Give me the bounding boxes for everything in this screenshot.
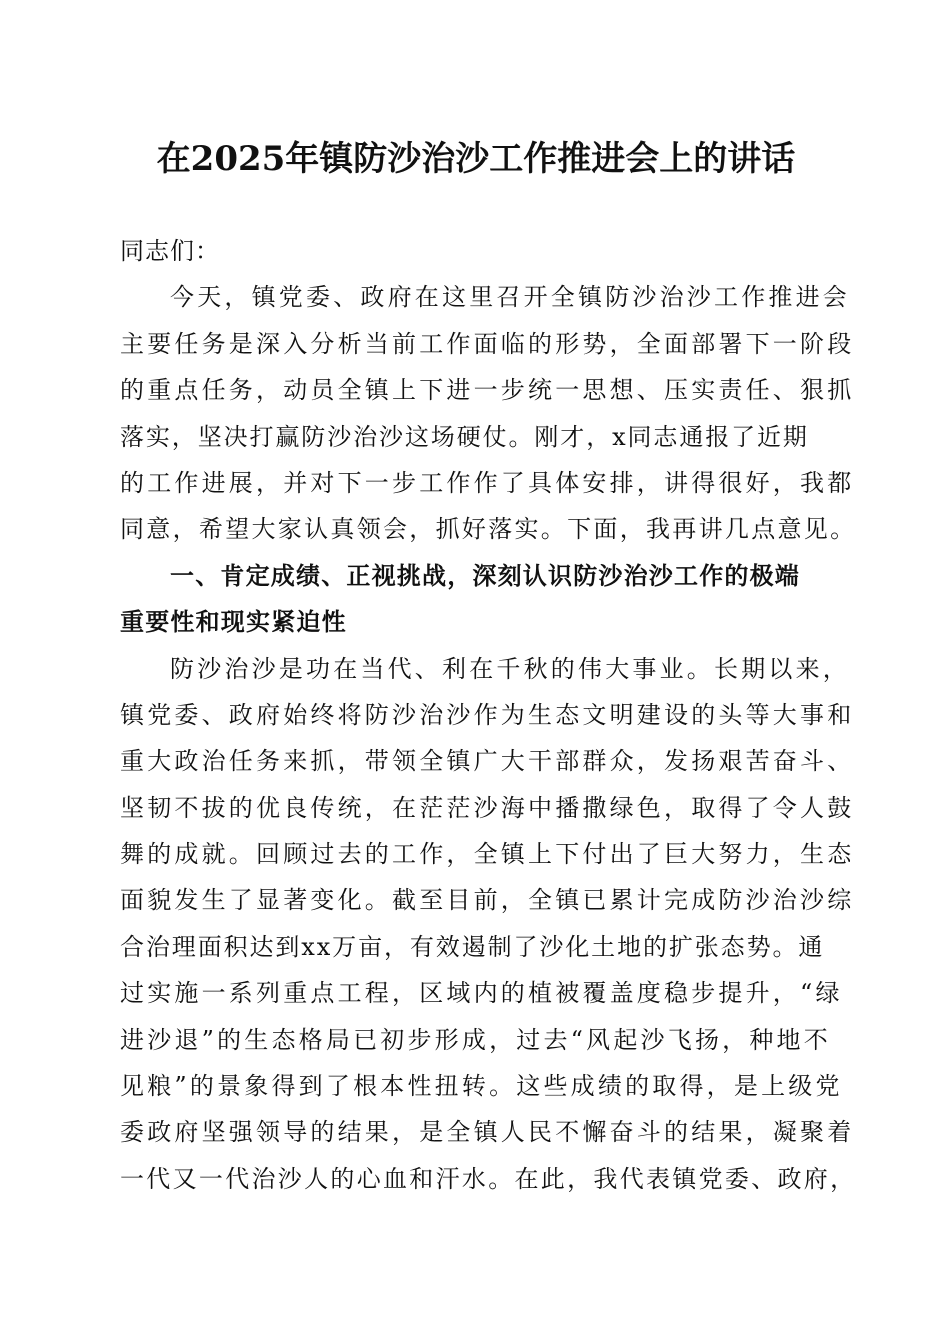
paragraph-line: 主要任务是深入分析当前工作面临的形势，全面部署下一阶段 xyxy=(120,329,855,358)
paragraph-line: 的重点任务，动员全镇上下进一步统一思想、压实责任、狠抓 xyxy=(120,376,855,405)
document-title: 在2025年镇防沙治沙工作推进会上的讲话 xyxy=(156,139,796,179)
paragraph-line: 面貌发生了显著变化。截至目前，全镇已累计完成防沙治沙综 xyxy=(120,886,855,915)
section-heading-line: 重要性和现实紧迫性 xyxy=(120,608,347,637)
paragraph-line: 落实，坚决打赢防沙治沙这场硬仗。刚才，x同志通报了近期 xyxy=(120,422,809,451)
paragraph-line: 委政府坚强领导的结果，是全镇人民不懈奋斗的结果，凝聚着 xyxy=(120,1118,855,1147)
paragraph-line: 一代又一代治沙人的心血和汗水。在此，我代表镇党委、政府， xyxy=(120,1164,857,1193)
paragraph-intro xyxy=(120,274,857,552)
paragraph-line: 防沙治沙是功在当代、利在千秋的伟大事业。长期以来， xyxy=(170,654,850,683)
section-heading xyxy=(120,553,832,646)
paragraph-line: 见粮”的景象得到了根本性扭转。这些成绩的取得，是上级党 xyxy=(120,1072,843,1101)
paragraph-line: 今天，镇党委、政府在这里召开全镇防沙治沙工作推进会 xyxy=(170,283,850,312)
paragraph-line: 进沙退”的生态格局已初步形成，过去“风起沙飞扬，种地不 xyxy=(120,1025,831,1054)
paragraph-line: 同意，希望大家认真领会，抓好落实。下面，我再讲几点意见。 xyxy=(120,515,857,544)
paragraph-line: 坚韧不拔的优良传统，在茫茫沙海中播撒绿色，取得了令人鼓 xyxy=(120,793,855,822)
paragraph-line: 合治理面积达到xx万亩，有效遏制了沙化土地的扩张态势。通 xyxy=(120,932,825,961)
paragraph-line: 舞的成就。回顾过去的工作，全镇上下付出了巨大努力，生态 xyxy=(120,840,855,869)
salutation: 同志们： xyxy=(120,237,220,265)
paragraph-line: 的工作进展，并对下一步工作作了具体安排，讲得很好，我都 xyxy=(120,468,855,497)
paragraph-line: 过实施一系列重点工程，区域内的植被覆盖度稳步提升，“绿 xyxy=(120,979,843,1008)
paragraph-achievements xyxy=(120,646,857,1203)
paragraph-line: 镇党委、政府始终将防沙治沙作为生态文明建设的头等大事和 xyxy=(120,700,855,729)
section-heading-line: 一、肯定成绩、正视挑战，深刻认识防沙治沙工作的极端 xyxy=(170,561,800,590)
paragraph-line: 重大政治任务来抓，带领全镇广大干部群众，发扬艰苦奋斗、 xyxy=(120,747,855,776)
